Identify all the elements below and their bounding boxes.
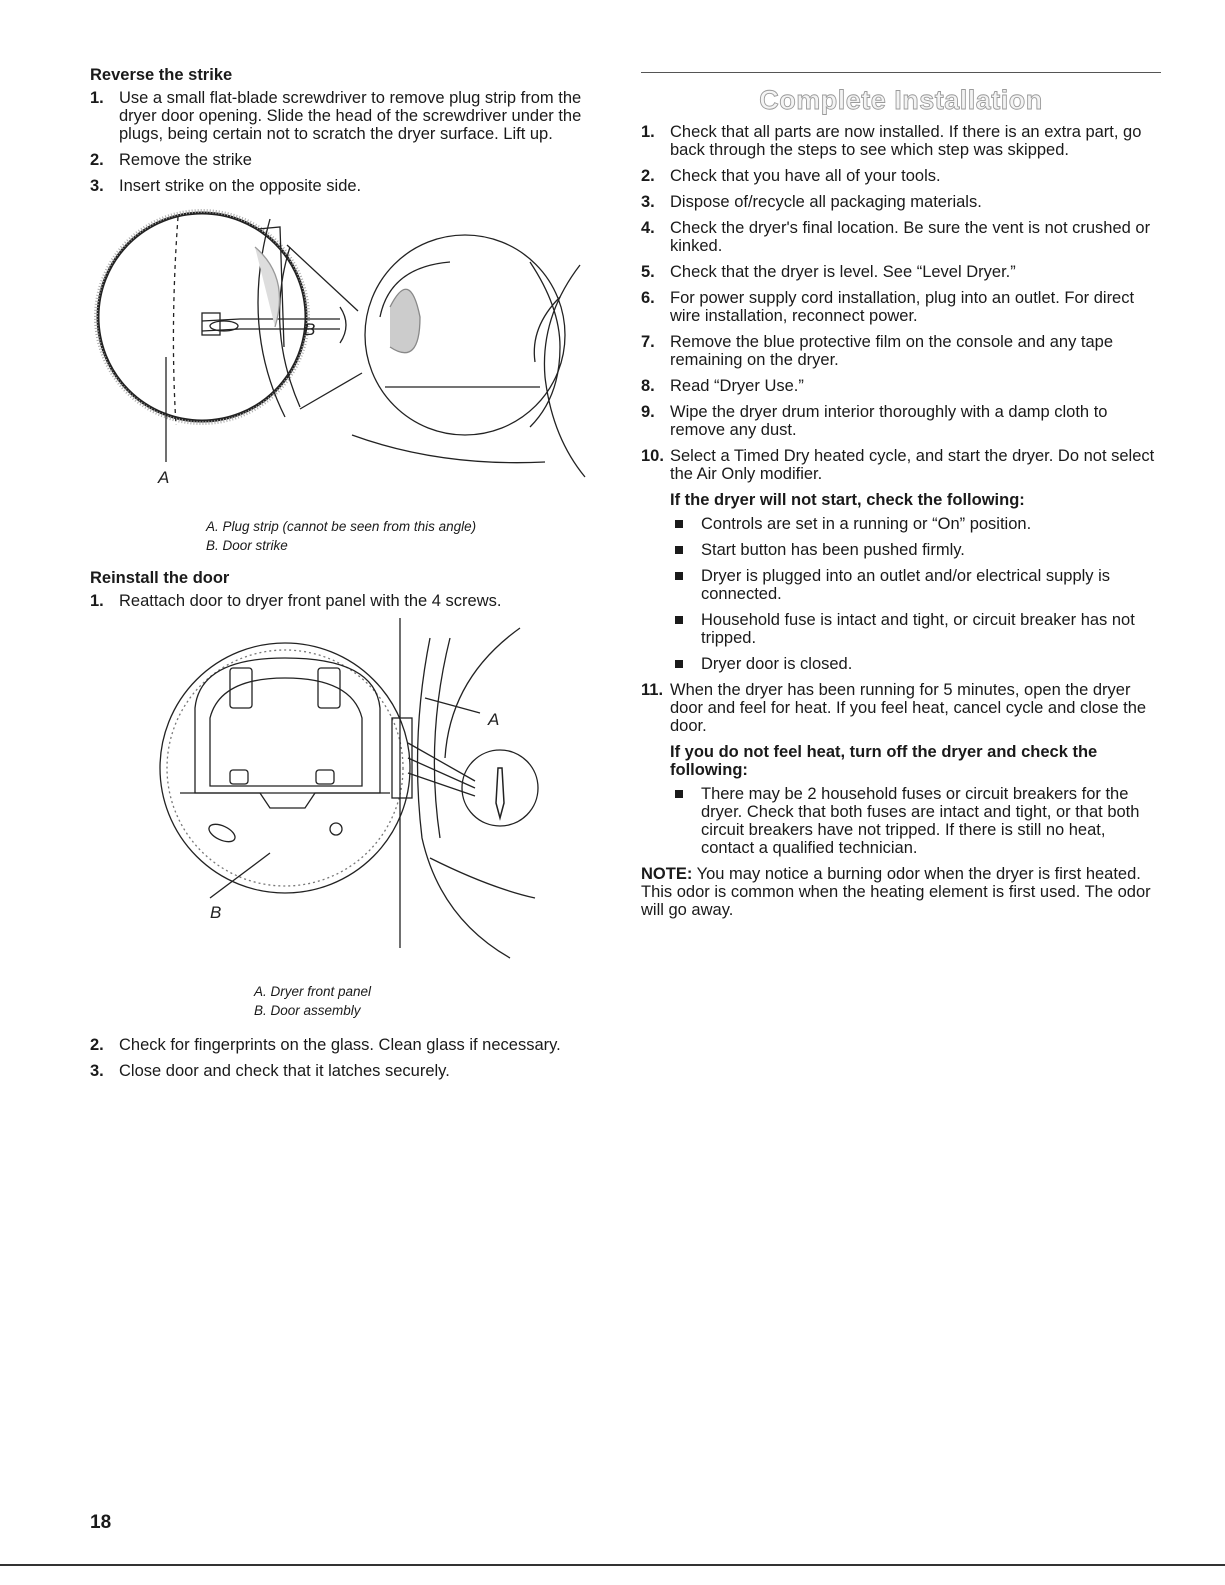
figure-caption-door — [254, 982, 610, 1020]
note-label: NOTE: — [641, 865, 693, 883]
list-item: 7. Remove the blue protective film on the console and any tape remaining on the dryer. — [641, 333, 1114, 369]
reinstall-door-steps — [90, 592, 610, 610]
section-heading-reinstall-door: Reinstall the door — [90, 569, 230, 587]
subheading-no-heat: If you do not feel heat, turn off the dryer and check the following: — [670, 743, 1098, 779]
list-item: 2. Check that you have all of your tools. — [641, 167, 941, 185]
list-item: 6. For power supply cord installation, plug into an outlet. For direct wire installation, reconnect power. — [641, 289, 1135, 325]
list-item: 8. Read “Dryer Use.” — [641, 377, 804, 395]
no-heat-checklist — [670, 785, 1161, 857]
list-item: 11. When the dryer has been running for 5 minutes, open the dryer door and feel for heat. If you feel heat, cancel cycle and close the door. If you do not feel heat, turn off the dryer and check the following: There may be 2 household fuses or circuit breakers for the dryer. Check that both fuses are intact and tight, or that both circuit breakers have not tripped. If there is still no heat, contact a qualified technician. — [641, 681, 1161, 857]
caption-a: A. Plug strip (cannot be seen from this angle) — [206, 519, 477, 534]
note — [641, 865, 1161, 919]
caption-b: B. Door assembly — [254, 1003, 361, 1018]
figure-caption-strike — [206, 517, 610, 555]
page-number: 18 — [90, 1512, 112, 1533]
list-item: 10. Select a Timed Dry heated cycle, and start the dryer. Do not select the Air Only modifier. If the dryer will not start, check the following: Controls are set in a running or “On” position. Start button has been pushed firmly. Dryer is plugged into an outlet and/or electrical supply is connected. Household fuse is intact and tight, or circuit breaker has not tripped. Dryer door is closed. — [641, 447, 1161, 673]
note-text: You may notice a burning odor when the dryer is first heated. This odor is common when the heating element is first used. The odor will go away. — [641, 865, 1151, 919]
right-column — [641, 72, 1161, 919]
list-item: Controls are set in a running or “On” position. — [670, 515, 1161, 533]
list-item: 3. Dispose of/recycle all packaging materials. — [641, 193, 982, 211]
list-item: Household fuse is intact and tight, or circuit breaker has not tripped. — [670, 611, 1161, 647]
list-item: 3. Insert strike on the opposite side. — [90, 177, 362, 195]
figure-label-a: A — [488, 710, 500, 729]
list-item: Dryer door is closed. — [670, 655, 1161, 673]
no-start-checklist — [670, 515, 1161, 673]
list-item: 1. Reattach door to dryer front panel with the 4 screws. — [90, 592, 502, 610]
section-heading-reverse-strike: Reverse the strike — [90, 66, 233, 84]
section-title: Complete Installation — [759, 85, 1043, 115]
list-item: 2. Check for fingerprints on the glass. Clean glass if necessary. — [90, 1036, 561, 1054]
caption-a: A. Dryer front panel — [254, 984, 372, 999]
install-steps — [641, 123, 1161, 857]
figure-label-b: B — [210, 903, 222, 922]
section-divider — [641, 72, 1161, 73]
subheading-no-start: If the dryer will not start, check the following: — [670, 491, 1025, 509]
list-item: 2. Remove the strike — [90, 151, 252, 169]
list-item: 4. Check the dryer's final location. Be sure the vent is not crushed or kinked. — [641, 219, 1151, 255]
list-item: Start button has been pushed firmly. — [670, 541, 1161, 559]
list-item: 3. Close door and check that it latches securely. — [90, 1062, 450, 1080]
caption-b: B. Door strike — [206, 538, 288, 553]
list-item: Dryer is plugged into an outlet and/or electrical supply is connected. — [670, 567, 1161, 603]
list-item: 5. Check that the dryer is level. See “Level Dryer.” — [641, 263, 1016, 281]
figure-label-a: A — [158, 468, 170, 487]
list-item: 1. Check that all parts are now installed. If there is an extra part, go back through the steps to see which step was skipped. — [641, 123, 1142, 159]
reinstall-door-steps-continued — [90, 1036, 610, 1080]
left-column — [90, 66, 610, 1088]
door-illustration — [90, 618, 610, 978]
strike-illustration — [90, 207, 610, 507]
list-item: There may be 2 household fuses or circuit breakers for the dryer. Check that both fuses are intact and tight, or that both circuit breakers have not tripped. If there is still no heat, contact a qualified technician. — [670, 785, 1161, 857]
reverse-strike-steps — [90, 89, 610, 195]
list-item: 1. Use a small flat-blade screwdriver to remove plug strip from the dryer door opening. Slide the head of the screwdriver under the plugs, being certain not to scratch the dryer surface. Lift up. — [90, 89, 582, 143]
figure-label-b: B — [304, 320, 316, 339]
list-item: 9. Wipe the dryer drum interior thoroughly with a damp cloth to remove any dust. — [641, 403, 1108, 439]
footer-divider — [0, 1564, 1225, 1566]
